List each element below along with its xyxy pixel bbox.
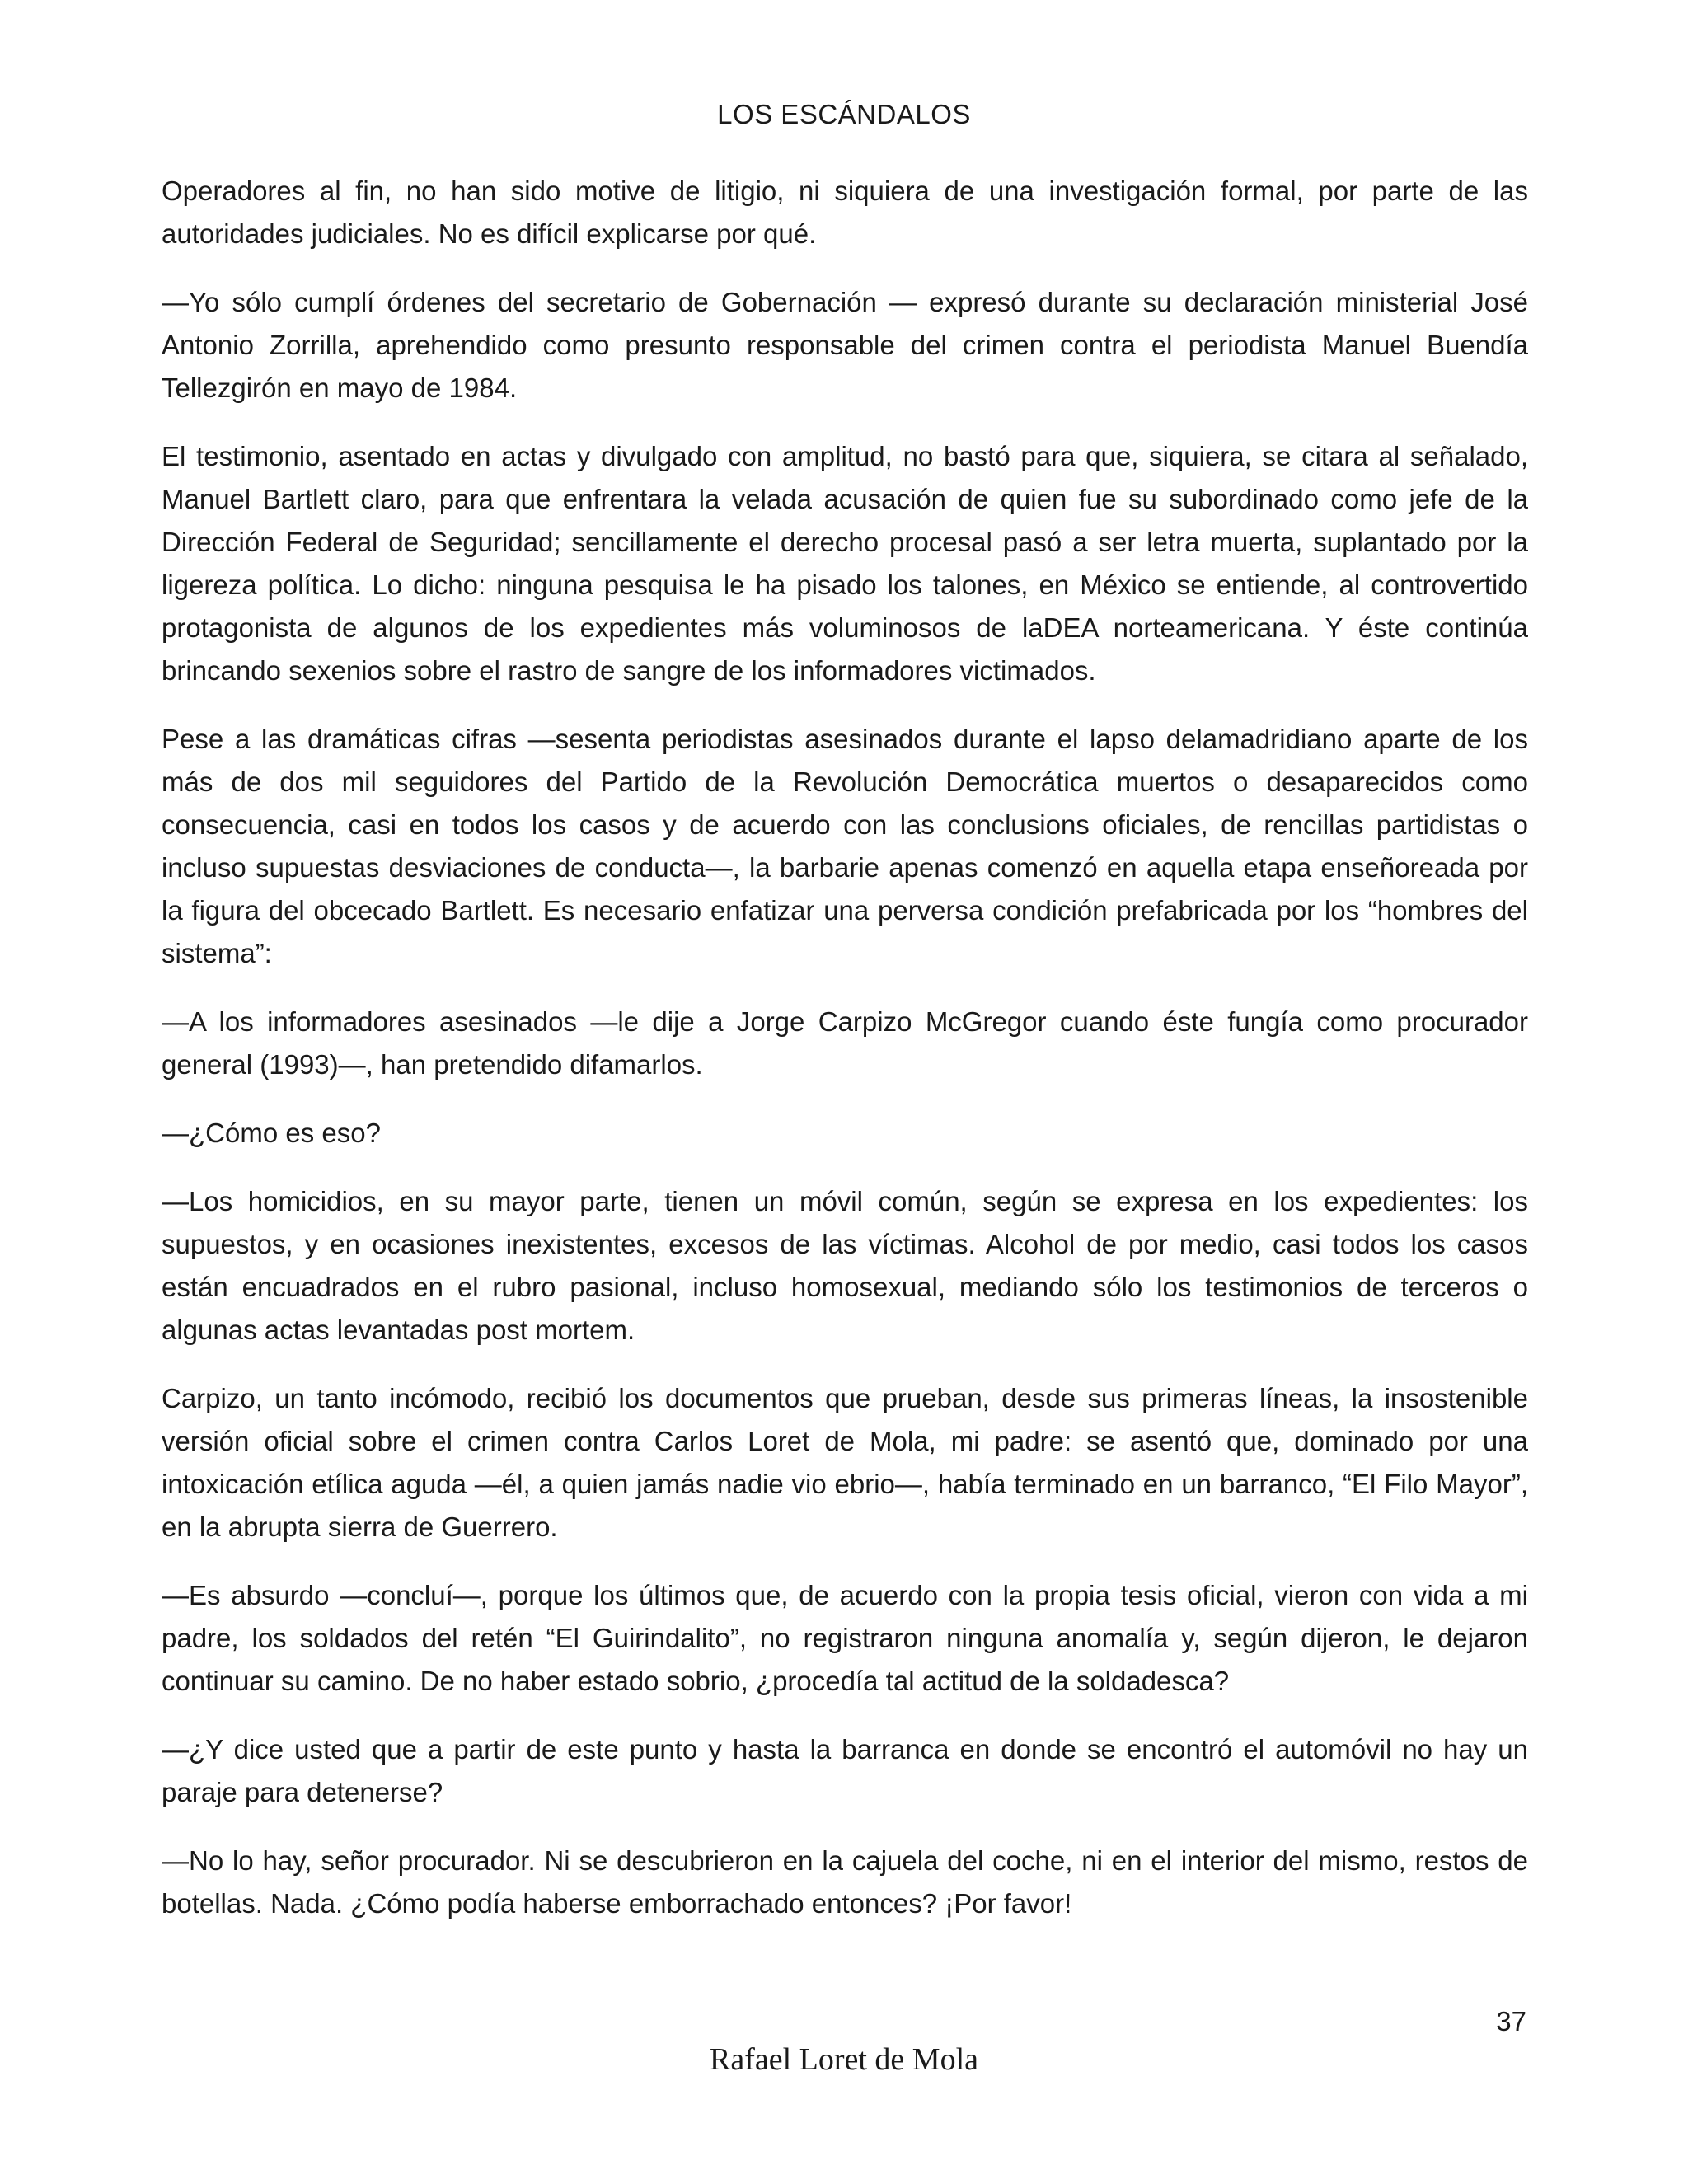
paragraph: Carpizo, un tanto incómodo, recibió los documentos que prueban, desde sus primeras líneas, la insostenible versión oficial sobre el crimen contra Carlos Loret de Mola, mi padre: se asentó que, dominado por una intoxicación etílica aguda —él, a quien jamás nadie vio ebrio—, había terminado en un barranco, “El Filo Mayor”, en la abrupta sierra de Guerrero. <box>162 1383 1528 1542</box>
body-text <box>162 170 1528 1951</box>
paragraph: —¿Y dice usted que a partir de este punto y hasta la barranca en donde se encontró el automóvil no hay un paraje para detenerse? <box>162 1734 1528 1807</box>
paragraph: —Es absurdo —concluí—, porque los últimos que, de acuerdo con la propia tesis oficial, vieron con vida a mi padre, los soldados del retén “El Guirindalito”, no registraron ninguna anomalía y, según dijeron, le dejaron continuar su camino. De no haber estado sobrio, ¿procedía tal actitud de la soldadesca? <box>162 1580 1528 1696</box>
paragraph: Operadores al fin, no han sido motive de litigio, ni siquiera de una investigación formal, por parte de las autoridades judiciales. No es difícil explicarse por qué. <box>162 176 1528 249</box>
paragraph: —Los homicidios, en su mayor parte, tienen un móvil común, según se expresa en los expedientes: los supuestos, y en ocasiones inexistentes, excesos de las víctimas. Alcohol de por medio, casi todos los casos están encuadrados en el rubro pasional, incluso homosexual, mediando sólo los testimonios de terceros o algunas actas levantadas post mortem. <box>162 1186 1528 1345</box>
page-number: 37 <box>1496 2006 1526 2036</box>
paragraph: —A los informadores asesinados —le dije a Jorge Carpizo McGregor cuando éste fungía como procurador general (1993)—, han pretendido difamarlos. <box>162 1006 1528 1080</box>
running-header: LOS ESCÁNDALOS <box>717 99 971 129</box>
paragraph: Pese a las dramáticas cifras —sesenta periodistas asesinados durante el lapso delamadridiano aparte de los más de dos mil seguidores del Partido de la Revolución Democrática muertos o desaparecidos como consecuencia, casi en todos los casos y de acuerdo con las conclusions oficiales, de rencillas partidistas o incluso supuestas desviaciones de conducta—, la barbarie apenas comenzó en aquella etapa enseñoreada por la figura del obcecado Bartlett. Es necesario enfatizar una perversa condición prefabricada por los “hombres del sistema”: <box>162 724 1528 968</box>
paragraph: El testimonio, asentado en actas y divulgado con amplitud, no bastó para que, siquiera, se citara al señalado, Manuel Bartlett claro, para que enfrentara la velada acusación de quien fue su subordinado como jefe de la Dirección Federal de Seguridad; sencillamente el derecho procesal pasó a ser letra muerta, suplantado por la ligereza política. Lo dicho: ninguna pesquisa le ha pisado los talones, en México se entiende, al controvertido protagonista de algunos de los expedientes más voluminosos de laDEA norteamericana. Y éste continúa brincando sexenios sobre el rastro de sangre de los informadores victimados. <box>162 441 1528 686</box>
paragraph: —No lo hay, señor procurador. Ni se descubrieron en la cajuela del coche, ni en el interior del mismo, restos de botellas. Nada. ¿Cómo podía haberse emborrachado entonces? ¡Por favor! <box>162 1845 1528 1919</box>
paragraph: —¿Cómo es eso? <box>162 1118 381 1148</box>
paragraph: —Yo sólo cumplí órdenes del secretario de Gobernación — expresó durante su declaración ministerial José Antonio Zorrilla, aprehendido como presunto responsable del crimen contra el periodista Manuel Buendía Tellezgirón en mayo de 1984. <box>162 287 1528 403</box>
running-footer: Rafael Loret de Mola <box>709 2042 979 2077</box>
